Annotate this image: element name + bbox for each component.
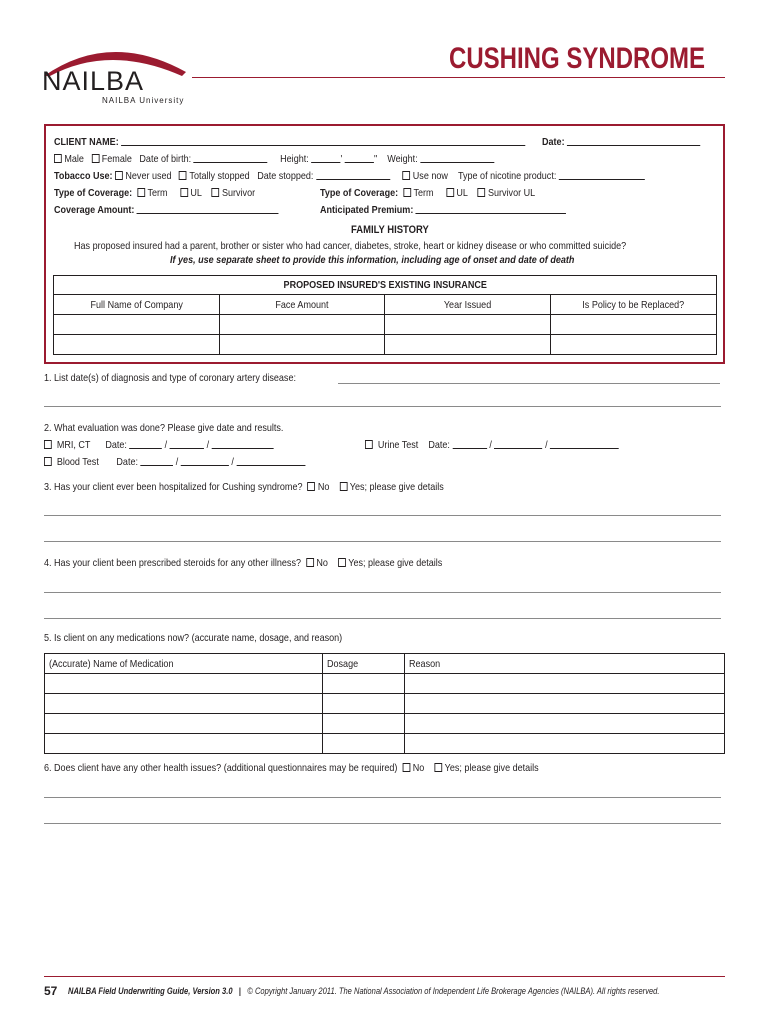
mri-row: MRI, CT Date: / / (44, 439, 274, 451)
table-cell[interactable] (322, 714, 404, 734)
logo-subtext: NAILBA University (102, 96, 185, 105)
urine-date-year[interactable] (550, 439, 619, 449)
client-name-label: CLIENT NAME: (54, 136, 119, 148)
page-number: 57 (44, 984, 58, 998)
male-label: Male (64, 153, 84, 165)
client-name-field[interactable] (121, 136, 525, 146)
table-cell[interactable] (551, 315, 717, 335)
male-checkbox[interactable] (54, 154, 62, 163)
table-cell[interactable] (54, 315, 220, 335)
q1-answer-line-2[interactable] (44, 406, 721, 407)
urine-checkbox[interactable] (365, 440, 373, 449)
mri-date-year[interactable] (212, 439, 274, 449)
question-3-row: 3. Has your client ever been hospitalized for Cushing syndrome? No Yes; please give details (44, 481, 444, 493)
table-cell[interactable] (404, 734, 725, 754)
table-cell[interactable] (219, 315, 385, 335)
q4-yes-checkbox[interactable] (338, 558, 346, 567)
dob-field[interactable] (194, 153, 268, 163)
ins-header-replaced: Is Policy to be Replaced? (551, 295, 717, 315)
blood-date-day[interactable] (181, 456, 229, 466)
female-label: Female (101, 153, 132, 165)
table-cell[interactable] (45, 734, 323, 754)
use-now-checkbox[interactable] (402, 171, 410, 180)
table-cell[interactable] (322, 734, 404, 754)
question-4-row: 4. Has your client been prescribed steroids for any other illness? No Yes; please give details (44, 557, 443, 569)
q3-yes-checkbox[interactable] (339, 482, 347, 491)
ul-checkbox[interactable] (180, 188, 188, 197)
footer-copyright: © Copyright January 2011. The National Association of Independent Life Brokerage Agencies (NAILBA). All rights reserved. (247, 986, 660, 996)
table-cell[interactable] (404, 674, 725, 694)
table-row (45, 714, 725, 734)
table-cell[interactable] (385, 335, 551, 355)
q3-answer-line-1[interactable] (44, 515, 721, 516)
ins-header-company: Full Name of Company (54, 295, 220, 315)
height-ft-field[interactable] (311, 153, 340, 163)
survivor-ul-checkbox[interactable] (478, 188, 486, 197)
weight-field[interactable] (420, 153, 494, 163)
date-stopped-field[interactable] (316, 170, 390, 180)
question-1: 1. List date(s) of diagnosis and type of coronary artery disease: (44, 372, 296, 384)
table-row (54, 335, 717, 355)
coverage-row-2: Type of Coverage: Term UL Survivor UL (320, 187, 536, 199)
date-field[interactable] (567, 136, 700, 146)
q6-answer-line-1[interactable] (44, 797, 721, 798)
urine-date-day[interactable] (494, 439, 542, 449)
med-header-dosage: Dosage (322, 654, 404, 674)
table-cell[interactable] (45, 674, 323, 694)
coverage-amount-row: Coverage Amount: (54, 204, 279, 216)
table-row (45, 674, 725, 694)
mri-date-day[interactable] (170, 439, 204, 449)
gender-row: Male Female Date of birth: Height: ' " Weight: (54, 153, 494, 165)
tobacco-row: Tobacco Use: Never used Totally stopped Date stopped: Use now Type of nicotine product: (54, 170, 645, 182)
premium-row: Anticipated Premium: (320, 204, 566, 216)
never-used-checkbox[interactable] (115, 171, 123, 180)
question-6-row: 6. Does client have any other health issues? (additional questionnaires may be required) No Yes; please give details (44, 762, 539, 774)
totally-stopped-checkbox[interactable] (179, 171, 187, 180)
table-cell[interactable] (551, 335, 717, 355)
question-4: 4. Has your client been prescribed steroids for any other illness? (44, 557, 301, 569)
question-6: 6. Does client have any other health issues? (additional questionnaires may be required) (44, 762, 398, 774)
footer-text (68, 986, 659, 996)
family-history-note: If yes, use separate sheet to provide this information, including age of onset and date of death (170, 254, 575, 266)
table-cell[interactable] (45, 714, 323, 734)
weight-label: Weight: (387, 153, 418, 165)
table-cell[interactable] (322, 694, 404, 714)
tobacco-label: Tobacco Use: (54, 170, 113, 182)
height-in-field[interactable] (345, 153, 374, 163)
table-row (45, 734, 725, 754)
insurance-title: PROPOSED INSURED'S EXISTING INSURANCE (54, 276, 717, 295)
urine-date-month[interactable] (452, 439, 486, 449)
q1-answer-line[interactable] (338, 383, 720, 384)
table-cell[interactable] (404, 694, 725, 714)
family-history-question: Has proposed insured had a parent, brother or sister who had cancer, diabetes, stroke, heart or kidney disease or who committed suicide? (74, 240, 627, 252)
date-label: Date: (542, 136, 565, 148)
urine-row: Urine Test Date: / / (365, 439, 619, 451)
question-3: 3. Has your client ever been hospitalized for Cushing syndrome? (44, 481, 303, 493)
table-cell[interactable] (404, 714, 725, 734)
term2-checkbox[interactable] (403, 188, 411, 197)
coverage-row-1: Type of Coverage: Term UL Survivor (54, 187, 256, 199)
table-cell[interactable] (45, 694, 323, 714)
blood-date-month[interactable] (141, 456, 174, 466)
blood-date-year[interactable] (236, 456, 305, 466)
med-header-reason: Reason (404, 654, 725, 674)
q4-no-checkbox[interactable] (306, 558, 314, 567)
q3-no-checkbox[interactable] (308, 482, 316, 491)
blood-row: Blood Test Date: / / (44, 456, 305, 468)
footer-guide: NAILBA Field Underwriting Guide, Version 3.0 (68, 986, 233, 996)
survivor-checkbox[interactable] (212, 188, 220, 197)
footer-rule (44, 976, 725, 977)
q4-answer-line-2[interactable] (44, 618, 721, 619)
premium-field[interactable] (416, 204, 567, 214)
term-checkbox[interactable] (137, 188, 145, 197)
date-row (542, 136, 700, 148)
table-cell[interactable] (219, 335, 385, 355)
mri-checkbox[interactable] (44, 440, 52, 449)
q3-answer-line-2[interactable] (44, 541, 721, 542)
client-name-row (54, 136, 525, 148)
height-label: Height: (280, 153, 309, 165)
question-2: 2. What evaluation was done? Please give date and results. (44, 422, 284, 434)
med-header-name: (Accurate) Name of Medication (45, 654, 323, 674)
dob-label: Date of birth: (139, 153, 192, 165)
mri-date-month[interactable] (129, 439, 162, 449)
nicotine-product-field[interactable] (559, 170, 645, 180)
q6-answer-line-2[interactable] (44, 823, 721, 824)
table-row (45, 694, 725, 714)
title-rule (192, 77, 725, 78)
insurance-table (53, 275, 717, 355)
q6-no-checkbox[interactable] (402, 763, 410, 772)
family-history-title: FAMILY HISTORY (351, 224, 429, 236)
medication-table (44, 653, 725, 754)
q4-answer-line-1[interactable] (44, 592, 721, 593)
q6-yes-checkbox[interactable] (434, 763, 442, 772)
question-5: 5. Is client on any medications now? (accurate name, dosage, and reason) (44, 632, 343, 644)
table-cell[interactable] (54, 335, 220, 355)
page-title: CUSHING SYNDROME (449, 42, 706, 75)
footer-separator: | (238, 986, 241, 996)
blood-checkbox[interactable] (44, 457, 52, 466)
ins-header-face: Face Amount (219, 295, 385, 315)
ins-header-year: Year Issued (385, 295, 551, 315)
coverage-amount-field[interactable] (137, 204, 279, 214)
table-row (54, 315, 717, 335)
table-cell[interactable] (385, 315, 551, 335)
logo-text: NAILBA (42, 66, 145, 96)
female-checkbox[interactable] (91, 154, 99, 163)
ul2-checkbox[interactable] (446, 188, 454, 197)
table-cell[interactable] (322, 674, 404, 694)
